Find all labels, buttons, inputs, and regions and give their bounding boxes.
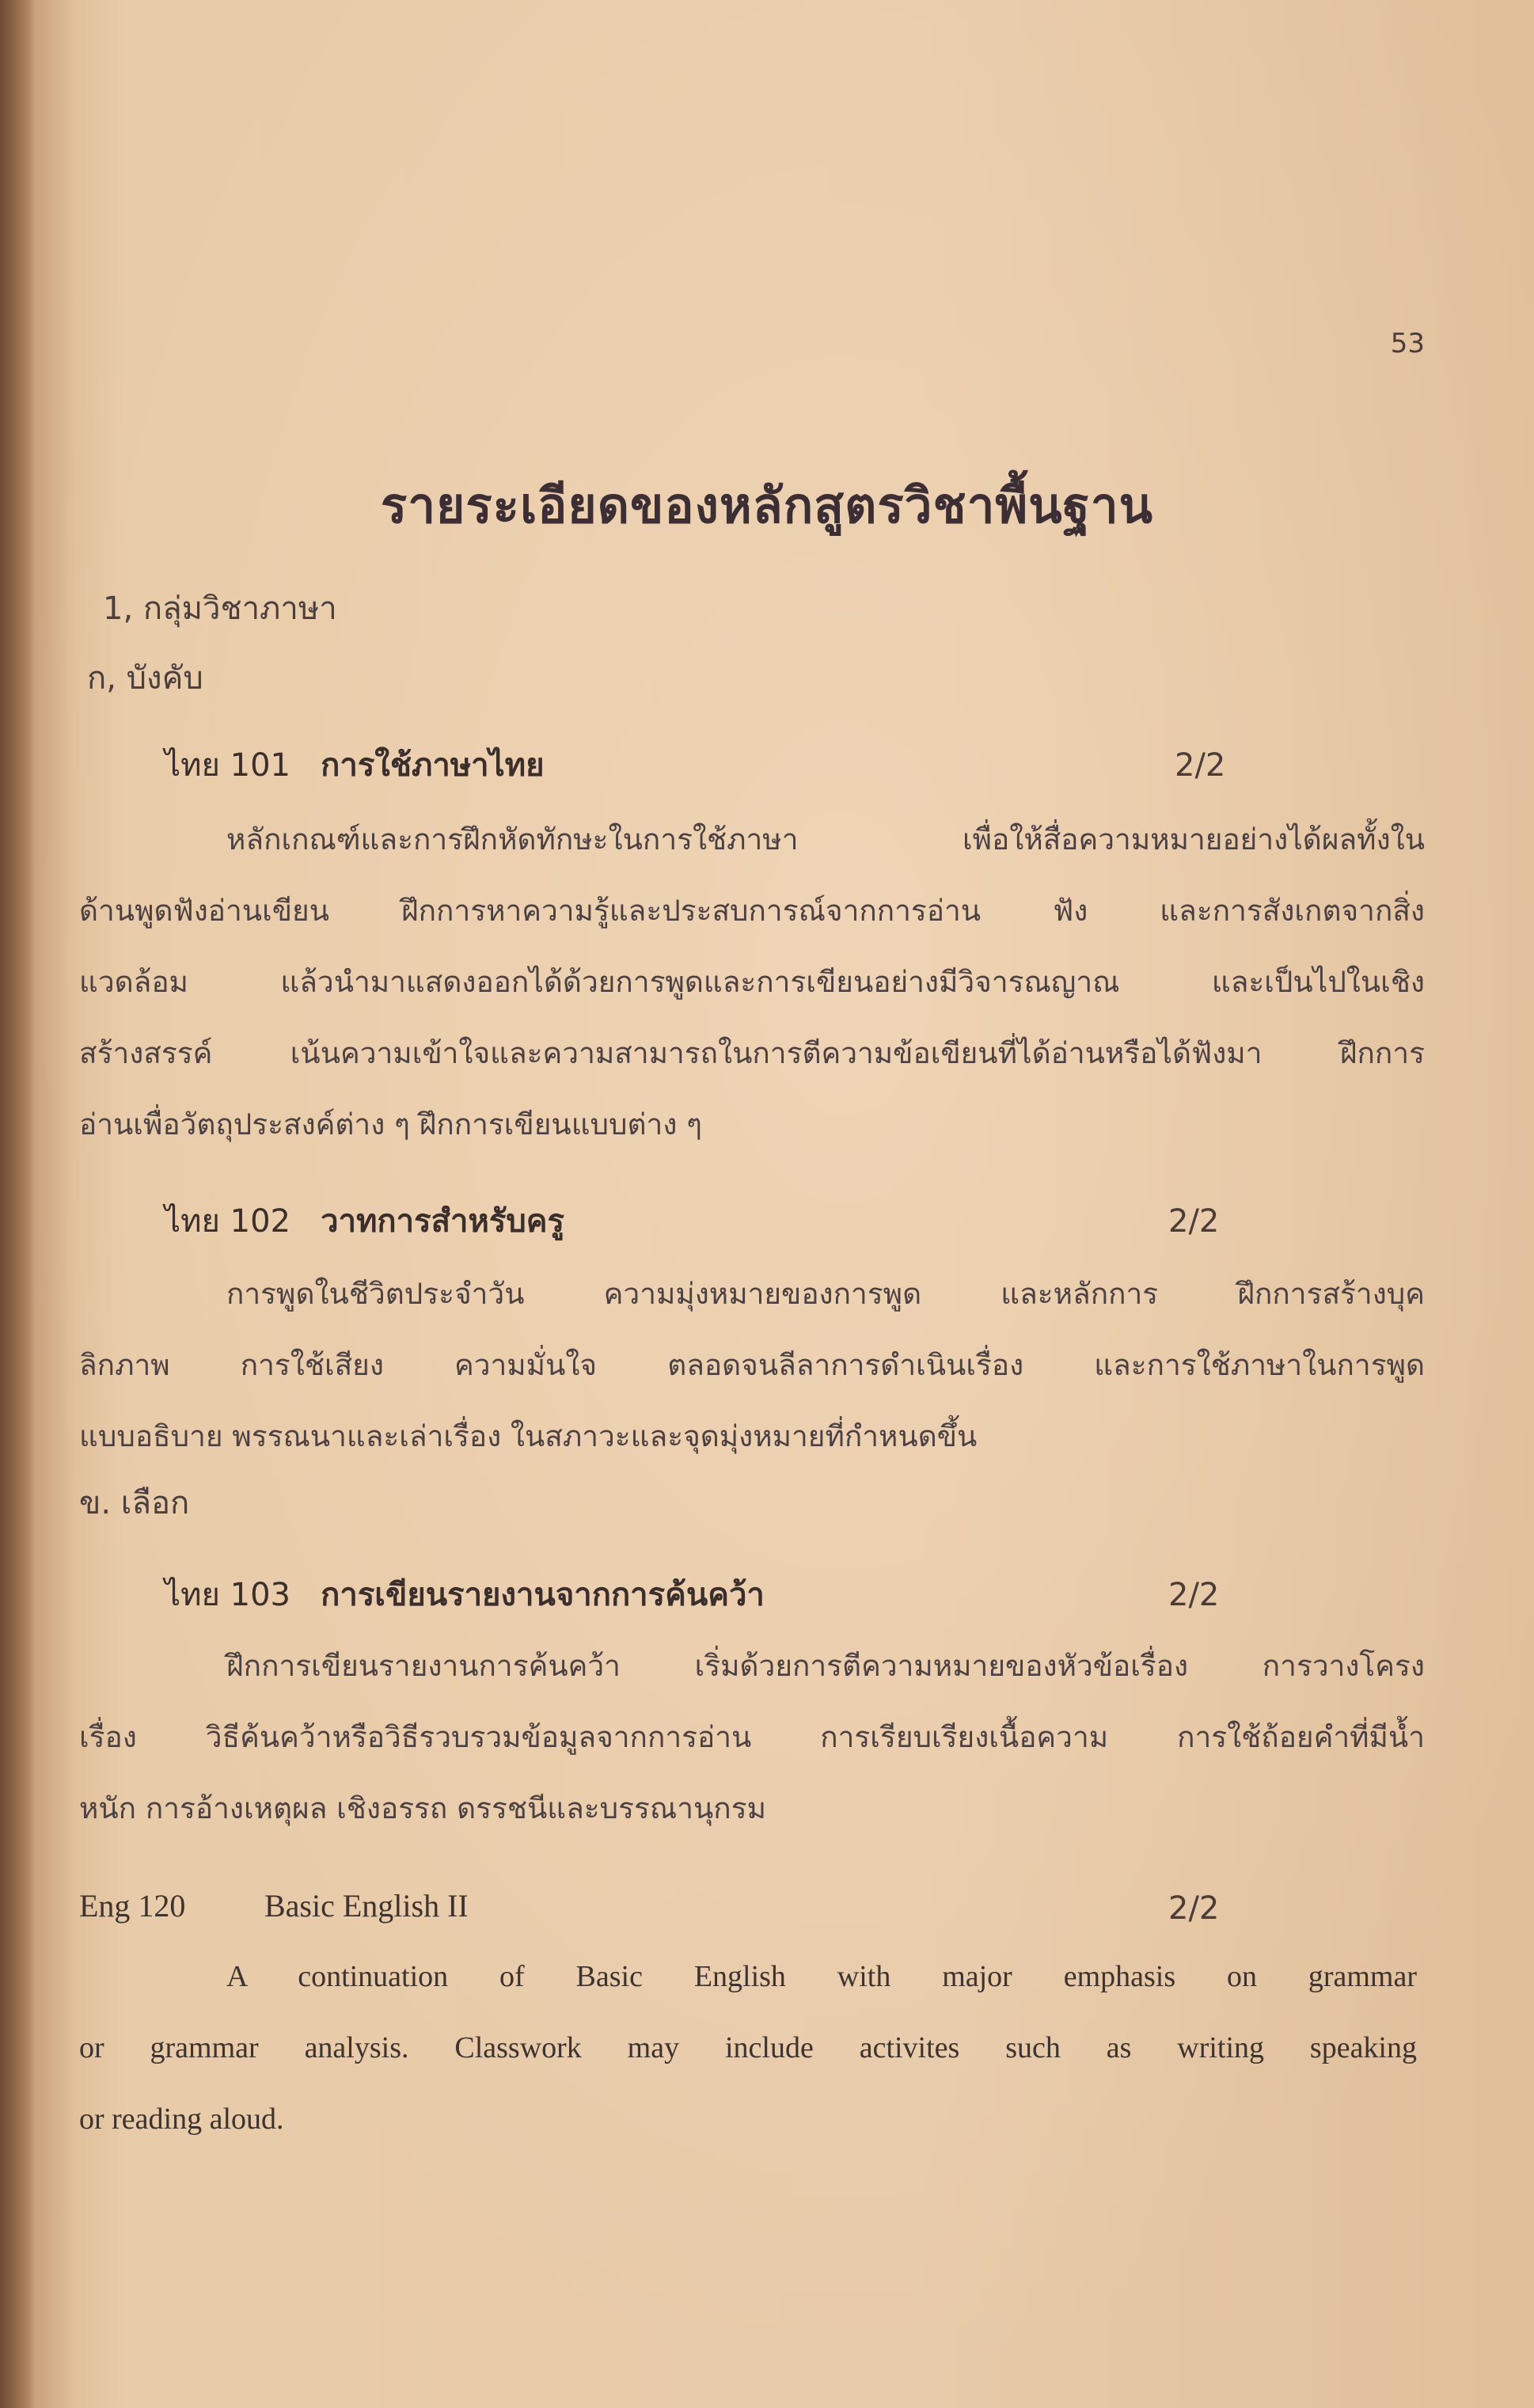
elective-heading: ข. เลือก xyxy=(79,1485,190,1521)
course-name: วาทการสำหรับครู xyxy=(321,1203,564,1240)
description-line: หนัก การอ้างเหตุผล เชิงอรรถ ดรรชนีและบรรณานุกรม xyxy=(79,1791,766,1825)
course-code: ไทย 102 xyxy=(165,1203,290,1240)
course-heading xyxy=(165,739,545,790)
book-spine-shadow xyxy=(0,0,35,2408)
description-line: ฝึกการเขียนรายงานการค้นคว้า เริ่มด้วยการตีความหมายของหัวข้อเรื่อง การวางโครง xyxy=(226,1649,1425,1683)
page-number: 53 xyxy=(1390,328,1425,359)
description-line: แบบอธิบาย พรรณนาและเล่าเรื่อง ในสภาวะและจุดมุ่งหมายที่กำหนดขึ้น xyxy=(79,1419,978,1453)
description-line: สร้างสรรค์ เน้นความเข้าใจและความสามารถในการตีความข้อเขียนที่ได้อ่านหรือได้ฟังมา ฝึกการ xyxy=(79,1036,1425,1070)
course-credits: 2/2 xyxy=(1168,1577,1220,1613)
group-heading: 1, กลุ่มวิชาภาษา xyxy=(103,591,337,627)
course-heading xyxy=(165,1569,765,1620)
description-line: A continuation of Basic English with major emphasis on grammar xyxy=(226,1960,1417,1993)
course-description xyxy=(79,1631,1425,1844)
description-line: or reading aloud. xyxy=(79,2102,284,2136)
page-title: รายระเอียดของหลักสูตรวิชาพื้นฐาน xyxy=(380,477,1154,534)
course-credits: 2/2 xyxy=(1168,1890,1220,1927)
course-description xyxy=(79,1941,1417,2155)
course-heading xyxy=(165,1195,564,1246)
course-code: Eng 120 xyxy=(79,1888,186,1924)
course-description xyxy=(79,1259,1425,1472)
course-credits: 2/2 xyxy=(1175,747,1226,784)
description-line: แวดล้อม แล้วนำมาแสดงออกได้ด้วยการพูดและการเขียนอย่างมีวิจารณญาณ และเป็นไปในเชิง xyxy=(79,965,1425,999)
description-line: or grammar analysis. Classwork may include activites such as writing speaking xyxy=(79,2031,1417,2064)
description-line: ลิกภาพ การใช้เสียง ความมั่นใจ ตลอดจนลีลาการดำเนินเรื่อง และการใช้ภาษาในการพูด xyxy=(79,1348,1425,1382)
course-name: Basic English II xyxy=(264,1888,469,1924)
course-description xyxy=(79,804,1425,1160)
course-credits: 2/2 xyxy=(1168,1203,1220,1240)
course-code: ไทย 103 xyxy=(165,1577,290,1613)
course-code: ไทย 101 xyxy=(165,747,290,784)
course-name: การเขียนรายงานจากการค้นคว้า xyxy=(321,1577,765,1613)
description-line: อ่านเพื่อวัตถุประสงค์ต่าง ๆ ฝึกการเขียนแบบต่าง ๆ xyxy=(79,1107,703,1141)
description-line: การพูดในชีวิตประจำวัน ความมุ่งหมายของการพูด และหลักการ ฝึกการสร้างบุค xyxy=(226,1277,1425,1311)
description-line: หลักเกณฑ์และการฝึกหัดทักษะในการใช้ภาษา เพื่อให้สื่อความหมายอย่างได้ผลทั้งใน xyxy=(226,822,1425,856)
course-name: การใช้ภาษาไทย xyxy=(321,747,545,784)
description-line: เรื่อง วิธีค้นคว้าหรือวิธีรวบรวมข้อมูลจากการอ่าน การเรียบเรียงเนื้อความ การใช้ถ้อยคำที่มีน้ำ xyxy=(79,1720,1425,1754)
description-line: ด้านพูดฟังอ่านเขียน ฝึกการหาความรู้และประสบการณ์จากการอ่าน ฟัง และการสังเกตจากสิ่ง xyxy=(79,894,1425,928)
required-heading: ก, บังคับ xyxy=(87,660,203,697)
